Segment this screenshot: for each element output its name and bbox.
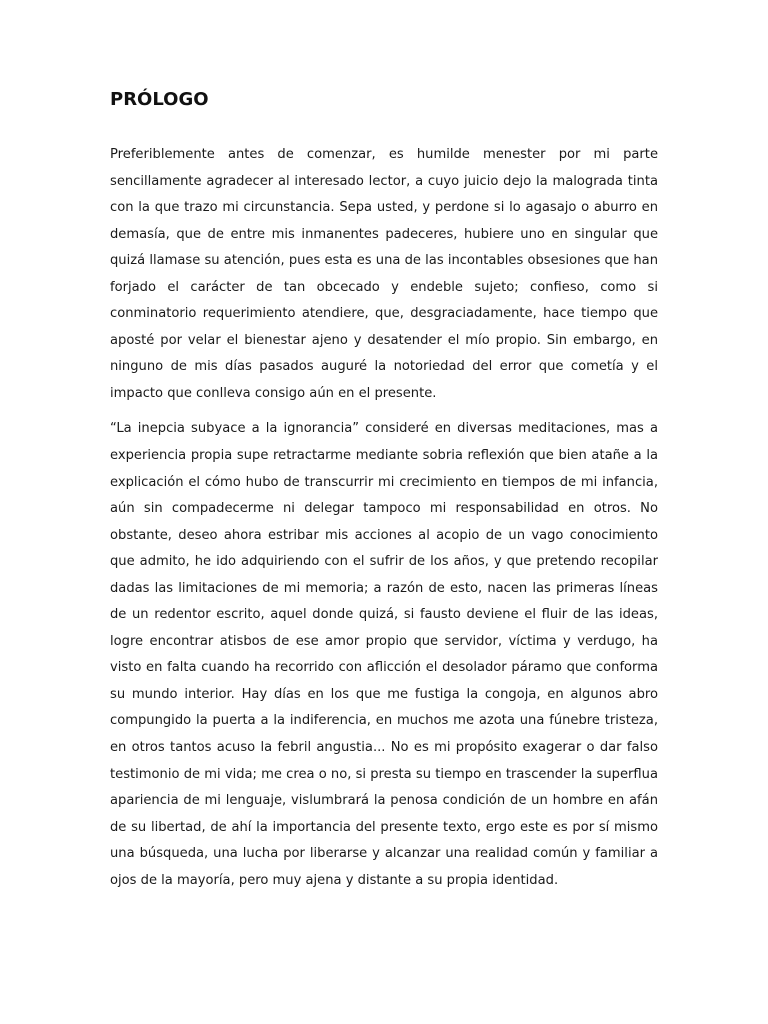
page-title: PRÓLOGO xyxy=(110,89,209,110)
document-content xyxy=(110,86,658,894)
paragraph-2: “La inepcia subyace a la ignorancia” consideré en diversas meditaciones, mas a experiencia propia supe retractarme mediante sobria reflexión que bien atañe a la explicación el cómo hubo de transcurrir mi crecimiento en tiempos de mi infancia, aún sin compadecerme ni delegar tampoco mi responsabilidad en otros. No obstante, deseo ahora estribar mis acciones al acopio de un vago conocimiento que admito, he ido adquiriendo con el sufrir de los años, y que pretendo recopilar dadas las limitaciones de mi memoria; a razón de esto, nacen las primeras líneas de un redentor escrito, aquel donde quizá, si fausto deviene el fluir de las ideas, logre encontrar atisbos de ese amor propio que servidor, víctima y verdugo, ha visto en falta cuando ha recorrido con aflicción el desolador páramo que conforma su mundo interior. Hay días en los que me fustiga la congoja, en algunos abro compungido la puerta a la indiferencia, en muchos me azota una fúnebre tristeza, en otros tantos acuso la febril angustia... No es mi propósito exagerar o dar falso testimonio de mi vida; me crea o no, si presta su tiempo en trascender la superflua apariencia de mi lenguaje, vislumbrará la penosa condición de un hombre en afán de su libertad, de ahí la importancia del presente texto, ergo este es por sí mismo una búsqueda, una lucha por liberarse y alcanzar una realidad común y familiar a ojos de la mayoría, pero muy ajena y distante a su propia identidad. xyxy=(110,421,658,888)
paragraph-1: Preferiblemente antes de comenzar, es humilde menester por mi parte sencillamente agradecer al interesado lector, a cuyo juicio dejo la malograda tinta con la que trazo mi circunstancia. Sepa usted, y perdone si lo agasajo o aburro en demasía, que de entre mis inmanentes padeceres, hubiere uno en singular que quizá llamase su atención, pues esta es una de las incontables obsesiones que han forjado el carácter de tan obcecado y endeble sujeto; confieso, como si conminatorio requerimiento atendiere, que, desgraciadamente, hace tiempo que aposté por velar el bienestar ajeno y desatender el mío propio. Sin embargo, en ninguno de mis días pasados auguré la notoriedad del error que cometía y el impacto que conlleva consigo aún en el presente. xyxy=(110,147,658,401)
document-body xyxy=(110,142,658,894)
